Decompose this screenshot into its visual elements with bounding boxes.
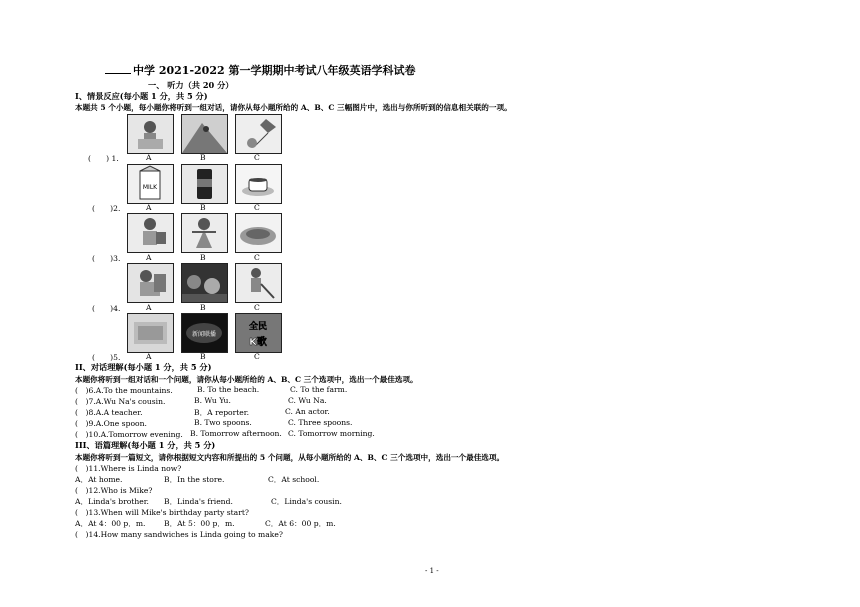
q8-option-a: ( )8.A.A teacher.	[75, 408, 143, 417]
q11-question: ( )11.Where is Linda now?	[75, 464, 182, 473]
section-3-instructions: 本题你将听到一篇短文，请你根据短文内容和所提出的 5 个问题，从每小题所给的 A、B、C 三个选项中，选出一个最佳选项。	[75, 453, 505, 462]
q2-image-a-milk	[127, 164, 174, 204]
q2-label-c: C	[254, 203, 260, 212]
q4-label-c: C	[254, 303, 260, 312]
q7-option-a: ( )7.A.Wu Na's cousin.	[75, 397, 166, 406]
q4-label-b: B	[200, 303, 206, 312]
q11-option-c: C．At school.	[268, 475, 320, 484]
q3-label-b: B	[200, 253, 206, 262]
q11-option-b: B．In the store.	[164, 475, 225, 484]
q9-option-c: C. Three spoons.	[288, 418, 353, 427]
q14-question: ( )14.How many sandwiches is Linda going to make?	[75, 530, 283, 539]
q4-image-a	[127, 263, 174, 303]
section-3-heading: III、语篇理解(每小题 1 分，共 5 分)	[75, 440, 216, 450]
q10-option-a: ( )10.A.Tomorrow evening.	[75, 430, 183, 439]
section-1-instructions: 本题共 5 个小题，每小题你将听到一组对话，请你从每小题所给的 A、B、C 三幅图片中，选出与你所听到的信息相关联的一项。	[75, 103, 512, 112]
q1-image-c	[235, 114, 282, 154]
q3-label-c: C	[254, 253, 260, 262]
q4-number: ( )4.	[92, 304, 121, 313]
q5-label-b: B	[200, 352, 206, 361]
q6-option-c: C. To the farm.	[290, 385, 348, 394]
q6-option-b: B. To the beach.	[197, 385, 260, 394]
q4-label-a: A	[146, 303, 152, 312]
q12-option-b: B．Linda's friend.	[164, 497, 233, 506]
q10-option-c: C. Tomorrow morning.	[288, 429, 375, 438]
quan-label: 全民	[248, 322, 268, 332]
part-listening-heading: 一、 听力（共 20 分）	[148, 80, 234, 90]
school-name-blank	[105, 63, 131, 74]
q1-image-a	[127, 114, 174, 154]
q3-number: ( )3.	[92, 254, 121, 263]
q5-label-c: C	[254, 352, 260, 361]
q9-option-b: B. Two spoons.	[194, 418, 252, 427]
q4-image-b	[181, 263, 228, 303]
q11-option-a: A．At home.	[75, 475, 123, 484]
q12-question: ( )12.Who is Mike?	[75, 486, 153, 495]
q5-image-a	[127, 313, 174, 353]
q13-option-c: C．At 6：00 p．m.	[265, 519, 336, 528]
q12-option-a: A．Linda's brother.	[75, 497, 149, 506]
page-number: - 1 -	[425, 567, 439, 575]
q7-option-b: B. Wu Yu.	[194, 396, 231, 405]
q9-option-a: ( )9.A.One spoon.	[75, 419, 147, 428]
section-1-heading: I、情景反应(每小题 1 分，共 5 分)	[75, 91, 208, 101]
q3-image-b	[181, 213, 228, 253]
q5-image-c-karaoke	[235, 313, 282, 353]
q13-option-b: B．At 5：00 p．m.	[164, 519, 235, 528]
exam-title	[105, 62, 415, 78]
q8-option-c: C. An actor.	[285, 407, 330, 416]
section-2-heading: II、对话理解(每小题 1 分，共 5 分)	[75, 362, 212, 372]
q5-number: ( )5.	[92, 353, 121, 362]
q1-label-c: C	[254, 153, 260, 162]
q1-number: ( ) 1.	[88, 154, 119, 163]
q3-label-a: A	[146, 253, 152, 262]
exam-title-text: 中学 2021-2022 第一学期期中考试八年级英语学科试卷	[133, 64, 416, 77]
milk-label: MILK	[142, 184, 158, 191]
section-2-instructions: 本题你将听到一组对话和一个问题，请你从每小题所给的 A、B、C 三个选项中，选出一个最佳选项。	[75, 375, 418, 384]
q1-label-b: B	[200, 153, 206, 162]
q13-option-a: A．At 4：00 p．m.	[75, 519, 146, 528]
q3-image-c	[235, 213, 282, 253]
q2-image-b-cola	[181, 164, 228, 204]
q8-option-b: B．A reporter.	[194, 408, 250, 417]
q1-image-b	[181, 114, 228, 154]
q3-image-a	[127, 213, 174, 253]
q5-label-a: A	[146, 352, 152, 361]
kg-label: K歌	[249, 337, 267, 348]
q12-option-c: C．Linda's cousin.	[271, 497, 342, 506]
q5-image-b-news	[181, 313, 228, 353]
q2-image-c-coffee	[235, 164, 282, 204]
q2-label-a: A	[146, 203, 152, 212]
q6-option-a: ( )6.A.To the mountains.	[75, 386, 173, 395]
q13-question: ( )13.When will Mike's birthday party start?	[75, 508, 249, 517]
q1-label-a: A	[146, 153, 152, 162]
q2-label-b: B	[200, 203, 206, 212]
q10-option-b: B. Tomorrow afternoon.	[190, 429, 282, 438]
q4-image-c	[235, 263, 282, 303]
q7-option-c: C. Wu Na.	[288, 396, 327, 405]
news-label: 新闻联播	[191, 331, 217, 338]
q2-number: ( )2.	[92, 204, 121, 213]
